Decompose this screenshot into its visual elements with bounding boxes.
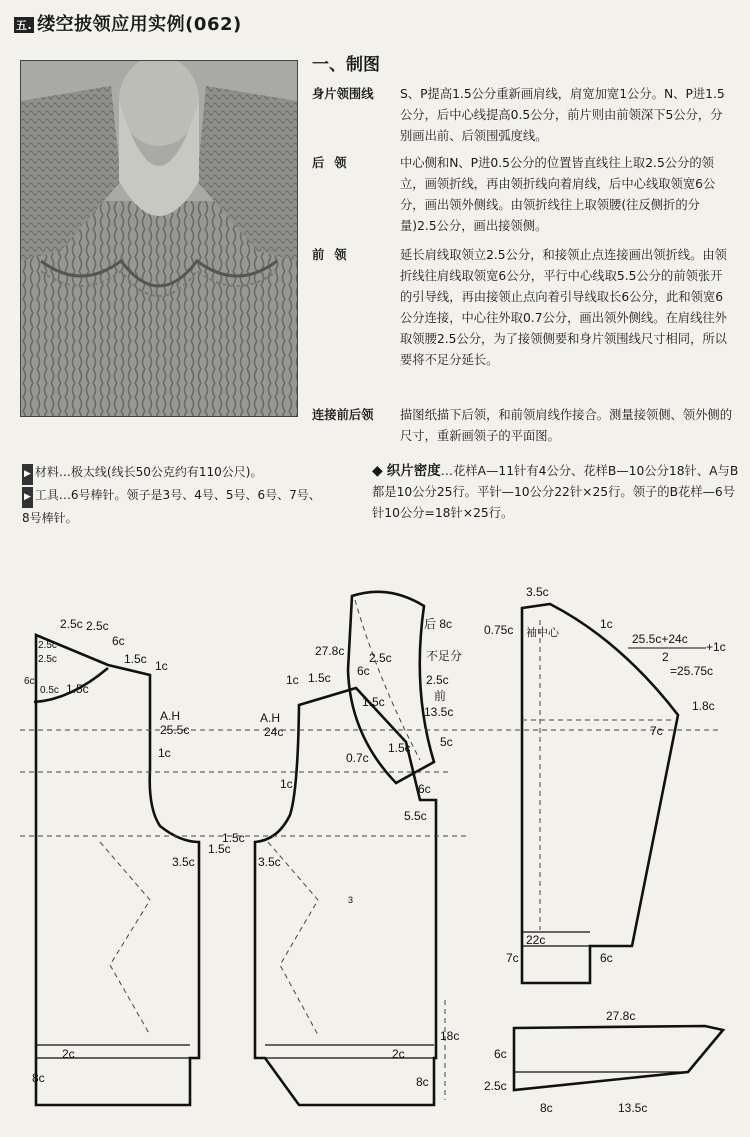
- label: 2.5c: [60, 617, 83, 631]
- label: 1.5c: [66, 682, 89, 696]
- front-pattern-guide: [268, 842, 318, 1035]
- label: 24c: [264, 725, 284, 739]
- sweater-collar-photo: [20, 60, 298, 417]
- diamond-icon: ◆: [372, 463, 383, 479]
- label: 2.5c: [38, 640, 57, 651]
- instruction-back-collar: [312, 153, 734, 237]
- label: 1.5c: [208, 842, 231, 856]
- label: 0.7c: [346, 751, 369, 765]
- label: 2.5c: [38, 654, 57, 665]
- instruction-text: S、P提高1.5公分重新画肩线，肩宽加宽1公分。N、P进1.5公分，后中心线提高0.5公分，前片则由前领深下5公分，分别画出前、后领围弧度线。: [400, 87, 725, 143]
- sleeve-outline: [522, 604, 678, 983]
- label: 6c: [494, 1047, 507, 1061]
- label: 2.5c: [369, 651, 392, 665]
- label: 2.5c: [86, 619, 109, 633]
- title-text: 缕空披领应用实例(062): [37, 14, 242, 35]
- label: 5.5c: [404, 809, 427, 823]
- label: 8c: [540, 1101, 553, 1115]
- label: 5c: [440, 735, 453, 749]
- label: 3.5c: [258, 855, 281, 869]
- label: 1c: [158, 746, 171, 760]
- label: 袖中心: [526, 627, 559, 639]
- label: 6c: [357, 664, 370, 678]
- label: 2.5c: [484, 1079, 507, 1093]
- back-body-outline: [36, 635, 199, 1105]
- label: 1.5c: [362, 695, 385, 709]
- label: 8c: [32, 1071, 45, 1085]
- label: A.H: [260, 711, 281, 725]
- section-mark: 五.: [16, 19, 33, 32]
- label: =25.75c: [670, 664, 714, 678]
- label: 7c: [506, 951, 519, 965]
- label: 1.5c: [222, 831, 245, 845]
- label: 1c: [286, 673, 299, 687]
- instruction-text: 描图纸描下后领，和前领肩线作接合。测量接领侧、领外侧的尺寸，重新画领子的平面图。: [400, 408, 733, 443]
- label: 7c: [650, 724, 663, 738]
- instruction-label: 后领: [312, 156, 357, 170]
- label: 1.5c: [308, 671, 331, 685]
- label: 1c: [155, 659, 168, 673]
- label: 8c: [416, 1075, 429, 1089]
- label: 3.5c: [526, 585, 549, 599]
- gauge-label: 织片密度: [386, 463, 441, 479]
- instruction-label: 连接前后领: [312, 408, 374, 422]
- label: 前: [434, 689, 447, 703]
- label: 22c: [526, 933, 546, 947]
- label: 1c: [600, 617, 613, 631]
- label: 25.5c: [160, 723, 190, 737]
- label: 6c: [600, 951, 613, 965]
- instruction-body-neckline: [312, 84, 734, 147]
- label: 6c: [24, 676, 35, 687]
- material-line: ▶ 材料…极太线(线长50公克约有110公尺)。: [22, 462, 322, 485]
- label: 2c: [62, 1047, 75, 1061]
- label: 6c: [112, 634, 125, 648]
- label: 6c: [418, 782, 431, 796]
- photo-illustration: [21, 61, 297, 416]
- materials-list: [22, 462, 322, 529]
- label: 13.5c: [424, 705, 454, 719]
- instruction-label: 前领: [312, 248, 357, 262]
- label: 1.8c: [692, 699, 715, 713]
- label: 3.5c: [172, 855, 195, 869]
- gauge-info: [372, 461, 740, 524]
- label: 0.75c: [484, 623, 514, 637]
- label: 后 8c: [424, 617, 453, 631]
- label: 不足分: [426, 649, 463, 663]
- section-heading: 一、制图: [312, 55, 380, 75]
- page-title: [14, 10, 242, 36]
- pattern-diagram: [0, 570, 750, 1137]
- label: 1c: [280, 777, 293, 791]
- label: 3: [348, 895, 354, 905]
- label: 27.8c: [315, 644, 345, 658]
- label: 0.5c: [40, 685, 59, 696]
- label: 2.5c: [426, 673, 449, 687]
- label: 1.5c: [124, 652, 147, 666]
- label: 1.5c: [388, 741, 411, 755]
- label: 2c: [392, 1047, 405, 1061]
- label: +1c: [706, 640, 726, 654]
- flat-collar-outline: [514, 1026, 723, 1090]
- gauge-text: …花样A—11针有4公分、花样B—10公分18针、A与B都是10公分25行。平针—10公分22针×25行。领子的B花样—6号针10公分=18针×25行。: [372, 464, 739, 520]
- instruction-text: 延长肩线取领立2.5公分，和接领止点连接画出领折线。由领折线往肩线取领宽6公分，平行中心线取5.5公分的前领张开的引导线，再由接领止点向着引导线取长6公分，此和领宽6公分连接，中心往外取0.7公分，画出领外侧线。在肩线往外取领腰2.5公分，为了接领侧要和身片领围线尺寸相同，所以要将不足分延长。: [400, 248, 727, 367]
- tools-line: ▶ 工具…6号棒针。领子是3号、4号、5号、6号、7号、8号棒针。: [22, 488, 321, 525]
- label: 27.8c: [606, 1009, 636, 1023]
- label: 18c: [440, 1029, 460, 1043]
- instruction-front-collar: [312, 245, 734, 371]
- instruction-label: 身片领围线: [312, 87, 374, 101]
- instruction-join-collars: [312, 405, 734, 447]
- label: A.H: [160, 709, 181, 723]
- instruction-text: 中心侧和N、P进0.5公分的位置皆直线往上取2.5公分的领立，画领折线，再由领折线向着肩线，后中心线取领宽6公分，画出领外侧线。由领折线往上取领腰(往反侧折的分量)2.5公分，画出接领侧。: [400, 156, 716, 233]
- label: 2: [662, 650, 669, 664]
- label: 25.5c+24c: [632, 632, 688, 646]
- back-pattern-guide: [100, 842, 150, 1035]
- label: 13.5c: [618, 1101, 648, 1115]
